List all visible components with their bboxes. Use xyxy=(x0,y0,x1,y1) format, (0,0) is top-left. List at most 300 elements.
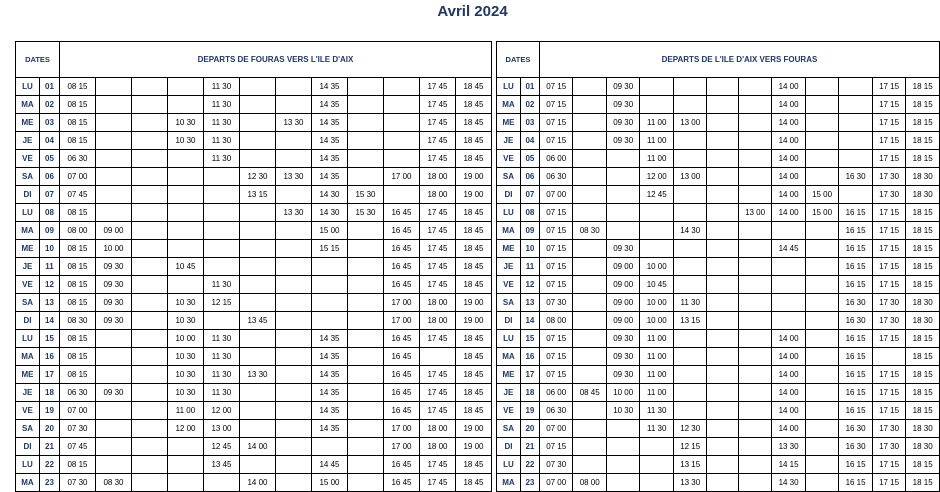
date-number-cell: 10 xyxy=(520,240,539,258)
departure-time-cell: 16 15 xyxy=(839,474,873,492)
departure-time-cell: 18 15 xyxy=(906,240,940,258)
departure-time-cell: 11 00 xyxy=(640,330,674,348)
departure-time-cell xyxy=(168,204,204,222)
departure-time-cell xyxy=(738,240,772,258)
departure-time-cell: 17 15 xyxy=(872,366,906,384)
departure-time-cell xyxy=(204,168,240,186)
departure-time-cell: 09 30 xyxy=(606,240,640,258)
departure-time-cell xyxy=(240,402,276,420)
weekday-cell: MA xyxy=(16,222,40,240)
weekday-cell: LU xyxy=(16,204,40,222)
departure-time-cell xyxy=(240,348,276,366)
table-row xyxy=(16,168,492,186)
weekday-cell: VE xyxy=(16,276,40,294)
departure-time-cell: 07 00 xyxy=(539,186,573,204)
departure-time-cell xyxy=(738,132,772,150)
table-row xyxy=(16,294,492,312)
departure-time-cell xyxy=(573,258,607,276)
date-number-cell: 02 xyxy=(40,96,60,114)
departure-time-cell: 11 30 xyxy=(204,96,240,114)
date-number-cell: 17 xyxy=(520,366,539,384)
table-row xyxy=(16,150,492,168)
departure-time-cell xyxy=(707,294,738,312)
departure-time-cell: 17 45 xyxy=(420,204,456,222)
departure-time-cell xyxy=(606,222,640,240)
departure-time-cell: 14 35 xyxy=(312,348,348,366)
date-number-cell: 13 xyxy=(520,294,539,312)
departure-time-cell: 14 00 xyxy=(772,330,806,348)
weekday-cell: LU xyxy=(497,78,521,96)
table-row xyxy=(497,438,940,456)
departure-time-cell xyxy=(348,150,384,168)
departure-time-cell xyxy=(348,348,384,366)
departure-time-cell xyxy=(738,420,772,438)
departure-time-cell xyxy=(276,96,312,114)
departure-time-cell xyxy=(132,168,168,186)
weekday-cell: JE xyxy=(16,384,40,402)
departure-time-cell xyxy=(348,366,384,384)
departure-time-cell: 18 45 xyxy=(456,150,492,168)
departure-time-cell: 11 00 xyxy=(640,348,674,366)
departure-time-cell xyxy=(96,420,132,438)
departure-time-cell: 18 45 xyxy=(456,330,492,348)
departure-time-cell: 11 00 xyxy=(168,402,204,420)
departure-time-cell: 12 45 xyxy=(640,186,674,204)
departure-time-cell xyxy=(805,222,839,240)
departure-time-cell: 09 00 xyxy=(606,294,640,312)
departure-time-cell: 09 30 xyxy=(606,114,640,132)
departure-time-cell xyxy=(573,132,607,150)
table-row xyxy=(497,258,940,276)
date-number-cell: 20 xyxy=(40,420,60,438)
table-row xyxy=(497,132,940,150)
departure-time-cell: 17 45 xyxy=(420,240,456,258)
departure-time-cell: 16 15 xyxy=(839,402,873,420)
date-number-cell: 18 xyxy=(40,384,60,402)
departure-time-cell xyxy=(573,456,607,474)
departure-time-cell: 18 30 xyxy=(906,312,940,330)
departure-time-cell xyxy=(348,330,384,348)
departure-time-cell xyxy=(772,222,806,240)
departure-time-cell: 13 30 xyxy=(276,168,312,186)
departure-time-cell: 10 00 xyxy=(640,294,674,312)
departure-time-cell: 08 15 xyxy=(60,366,96,384)
departure-time-cell xyxy=(707,330,738,348)
departure-time-cell: 17 00 xyxy=(384,420,420,438)
departure-time-cell xyxy=(673,402,707,420)
date-number-cell: 19 xyxy=(520,402,539,420)
departure-time-cell xyxy=(348,402,384,420)
table-row xyxy=(16,366,492,384)
weekday-cell: JE xyxy=(497,258,521,276)
date-number-cell: 13 xyxy=(40,294,60,312)
weekday-cell: VE xyxy=(16,402,40,420)
departure-time-cell: 18 15 xyxy=(906,114,940,132)
departure-time-cell xyxy=(96,348,132,366)
departure-time-cell xyxy=(573,330,607,348)
departure-time-cell xyxy=(573,276,607,294)
departure-time-cell: 15 30 xyxy=(348,204,384,222)
departure-time-cell xyxy=(348,474,384,492)
table-row xyxy=(497,312,940,330)
departure-time-cell xyxy=(738,96,772,114)
departure-time-cell: 11 30 xyxy=(204,384,240,402)
departure-time-cell: 14 00 xyxy=(772,96,806,114)
departure-time-cell xyxy=(240,384,276,402)
departure-time-cell xyxy=(204,204,240,222)
departure-time-cell: 14 00 xyxy=(772,78,806,96)
departure-time-cell xyxy=(276,348,312,366)
departure-time-cell: 08 15 xyxy=(60,240,96,258)
departure-time-cell: 16 15 xyxy=(839,330,873,348)
date-number-cell: 21 xyxy=(520,438,539,456)
departure-time-cell: 07 15 xyxy=(539,114,573,132)
departure-time-cell xyxy=(738,168,772,186)
departure-time-cell xyxy=(738,78,772,96)
departure-time-cell xyxy=(276,438,312,456)
departure-time-cell xyxy=(772,276,806,294)
departure-time-cell: 09 30 xyxy=(96,384,132,402)
departure-time-cell xyxy=(673,276,707,294)
departure-time-cell: 09 30 xyxy=(606,366,640,384)
departure-time-cell xyxy=(240,276,276,294)
departure-time-cell: 18 15 xyxy=(906,330,940,348)
table-row xyxy=(497,420,940,438)
departure-time-cell xyxy=(312,276,348,294)
departure-time-cell: 12 45 xyxy=(204,438,240,456)
departure-time-cell: 17 15 xyxy=(872,276,906,294)
departure-time-cell xyxy=(132,114,168,132)
departure-time-cell xyxy=(276,294,312,312)
departure-time-cell xyxy=(707,186,738,204)
table-row xyxy=(497,222,940,240)
departure-time-cell: 07 00 xyxy=(539,474,573,492)
departure-time-cell: 13 00 xyxy=(673,114,707,132)
departure-time-cell xyxy=(707,276,738,294)
departure-time-cell: 15 00 xyxy=(312,474,348,492)
departure-time-cell xyxy=(573,420,607,438)
departure-time-cell: 17 15 xyxy=(872,96,906,114)
departure-time-cell: 18 30 xyxy=(906,168,940,186)
departure-time-cell: 09 30 xyxy=(96,312,132,330)
departure-time-cell: 17 30 xyxy=(872,438,906,456)
departure-time-cell xyxy=(276,186,312,204)
departure-time-cell: 18 30 xyxy=(906,186,940,204)
departure-time-cell xyxy=(276,150,312,168)
departure-time-cell: 08 15 xyxy=(60,96,96,114)
departure-time-cell xyxy=(168,168,204,186)
date-number-cell: 21 xyxy=(40,438,60,456)
departure-time-cell xyxy=(132,474,168,492)
departure-time-cell xyxy=(132,294,168,312)
departure-time-cell xyxy=(640,474,674,492)
weekday-cell: LU xyxy=(16,456,40,474)
departure-time-cell xyxy=(606,438,640,456)
table-row xyxy=(16,348,492,366)
departure-time-cell xyxy=(640,222,674,240)
departure-time-cell: 13 00 xyxy=(738,204,772,222)
departure-time-cell xyxy=(132,96,168,114)
departure-time-cell xyxy=(573,204,607,222)
departure-time-cell: 11 30 xyxy=(640,420,674,438)
departure-time-cell: 18 15 xyxy=(906,222,940,240)
departure-time-cell: 09 30 xyxy=(606,78,640,96)
departure-time-cell: 08 00 xyxy=(539,312,573,330)
date-number-cell: 16 xyxy=(40,348,60,366)
departure-time-cell xyxy=(96,168,132,186)
departure-time-cell xyxy=(240,420,276,438)
weekday-cell: SA xyxy=(16,294,40,312)
departure-time-cell: 08 15 xyxy=(60,132,96,150)
departure-time-cell xyxy=(276,366,312,384)
departure-time-cell xyxy=(738,294,772,312)
table-row xyxy=(16,240,492,258)
departure-time-cell: 18 15 xyxy=(906,348,940,366)
departure-time-cell: 18 00 xyxy=(420,168,456,186)
departure-time-cell: 15 00 xyxy=(312,222,348,240)
departure-time-cell: 18 15 xyxy=(906,474,940,492)
departure-time-cell xyxy=(384,150,420,168)
departure-time-cell xyxy=(96,96,132,114)
departure-time-cell xyxy=(348,114,384,132)
departure-time-cell: 16 45 xyxy=(384,474,420,492)
departure-time-cell: 11 00 xyxy=(640,366,674,384)
departure-time-cell: 16 45 xyxy=(384,258,420,276)
departure-time-cell xyxy=(573,96,607,114)
departure-time-cell xyxy=(707,420,738,438)
departure-time-cell: 14 35 xyxy=(312,132,348,150)
date-number-cell: 06 xyxy=(40,168,60,186)
departure-time-cell xyxy=(673,150,707,168)
departure-time-cell: 18 45 xyxy=(456,258,492,276)
departure-time-cell xyxy=(240,456,276,474)
departure-time-cell: 09 00 xyxy=(606,312,640,330)
table-row xyxy=(497,240,940,258)
departure-time-cell: 14 35 xyxy=(312,114,348,132)
date-number-cell: 05 xyxy=(520,150,539,168)
departure-time-cell: 13 30 xyxy=(673,474,707,492)
departure-time-cell: 17 15 xyxy=(872,132,906,150)
departure-time-cell xyxy=(348,132,384,150)
departure-time-cell: 17 45 xyxy=(420,456,456,474)
departure-time-cell xyxy=(348,312,384,330)
departure-time-cell: 17 15 xyxy=(872,78,906,96)
date-number-cell: 01 xyxy=(40,78,60,96)
weekday-cell: DI xyxy=(497,438,521,456)
table-row xyxy=(16,222,492,240)
departure-time-cell xyxy=(805,312,839,330)
departure-time-cell xyxy=(276,330,312,348)
departure-time-cell xyxy=(276,420,312,438)
page-title: Avril 2024 xyxy=(437,3,508,20)
departure-time-cell: 18 00 xyxy=(420,438,456,456)
departure-time-cell: 07 15 xyxy=(539,438,573,456)
departure-time-cell: 18 15 xyxy=(906,96,940,114)
departure-time-cell xyxy=(707,402,738,420)
departure-time-cell: 09 30 xyxy=(96,276,132,294)
departure-time-cell: 17 45 xyxy=(420,384,456,402)
departure-time-cell xyxy=(738,150,772,168)
departure-time-cell xyxy=(132,204,168,222)
departs-header: DEPARTS DE L'ILE D'AIX VERS FOURAS xyxy=(539,42,939,78)
departure-time-cell xyxy=(348,420,384,438)
departure-time-cell xyxy=(573,312,607,330)
departure-time-cell xyxy=(606,420,640,438)
departure-time-cell xyxy=(348,384,384,402)
date-number-cell: 04 xyxy=(520,132,539,150)
departure-time-cell xyxy=(640,96,674,114)
departure-time-cell: 17 15 xyxy=(872,330,906,348)
departure-time-cell: 11 00 xyxy=(640,150,674,168)
departure-time-cell: 18 45 xyxy=(456,222,492,240)
departure-time-cell: 14 15 xyxy=(772,456,806,474)
departure-time-cell: 11 30 xyxy=(204,366,240,384)
weekday-cell: LU xyxy=(497,204,521,222)
departure-time-cell xyxy=(606,456,640,474)
departure-time-cell xyxy=(96,114,132,132)
departure-time-cell: 16 45 xyxy=(384,348,420,366)
weekday-cell: VE xyxy=(497,150,521,168)
departure-time-cell: 06 30 xyxy=(539,402,573,420)
departure-time-cell xyxy=(805,294,839,312)
departure-time-cell xyxy=(673,366,707,384)
departure-time-cell: 17 00 xyxy=(384,168,420,186)
departure-time-cell xyxy=(168,96,204,114)
departure-time-cell: 14 35 xyxy=(312,150,348,168)
departure-time-cell: 16 45 xyxy=(384,204,420,222)
date-number-cell: 20 xyxy=(520,420,539,438)
departure-time-cell xyxy=(204,186,240,204)
departure-time-cell: 19 00 xyxy=(456,312,492,330)
departure-time-cell: 07 15 xyxy=(539,78,573,96)
departure-time-cell xyxy=(348,78,384,96)
departure-time-cell xyxy=(805,474,839,492)
departure-time-cell: 10 45 xyxy=(640,276,674,294)
date-number-cell: 07 xyxy=(40,186,60,204)
departure-time-cell xyxy=(738,312,772,330)
date-number-cell: 07 xyxy=(520,186,539,204)
departure-time-cell: 12 00 xyxy=(168,420,204,438)
departure-time-cell: 07 45 xyxy=(60,186,96,204)
table-row xyxy=(16,186,492,204)
departs-header: DEPARTS DE FOURAS VERS L'ILE D'AIX xyxy=(60,42,492,78)
table-row xyxy=(16,330,492,348)
departure-time-cell xyxy=(673,78,707,96)
departure-time-cell: 17 45 xyxy=(420,366,456,384)
weekday-cell: DI xyxy=(497,186,521,204)
departure-time-cell xyxy=(573,348,607,366)
date-number-cell: 08 xyxy=(520,204,539,222)
departure-time-cell: 14 45 xyxy=(312,456,348,474)
departure-time-cell: 08 15 xyxy=(60,348,96,366)
departure-time-cell xyxy=(707,366,738,384)
weekday-cell: ME xyxy=(497,366,521,384)
departure-time-cell: 09 00 xyxy=(606,258,640,276)
weekday-cell: LU xyxy=(16,78,40,96)
departure-time-cell xyxy=(606,168,640,186)
date-number-cell: 17 xyxy=(40,366,60,384)
departure-time-cell: 13 30 xyxy=(276,114,312,132)
departure-time-cell: 17 45 xyxy=(420,96,456,114)
table-row xyxy=(497,204,940,222)
date-number-cell: 04 xyxy=(40,132,60,150)
departure-time-cell xyxy=(384,96,420,114)
date-number-cell: 05 xyxy=(40,150,60,168)
date-number-cell: 15 xyxy=(520,330,539,348)
departure-time-cell: 16 45 xyxy=(384,330,420,348)
departure-time-cell xyxy=(132,258,168,276)
departure-time-cell: 15 00 xyxy=(805,186,839,204)
departure-time-cell xyxy=(573,114,607,132)
departure-time-cell: 08 15 xyxy=(60,330,96,348)
departure-time-cell xyxy=(707,78,738,96)
departure-time-cell xyxy=(96,438,132,456)
departure-time-cell: 14 00 xyxy=(772,384,806,402)
departure-time-cell: 14 35 xyxy=(312,168,348,186)
weekday-cell: ME xyxy=(16,366,40,384)
departure-time-cell xyxy=(707,96,738,114)
departure-time-cell: 10 30 xyxy=(168,312,204,330)
departure-time-cell xyxy=(312,258,348,276)
departure-time-cell xyxy=(204,240,240,258)
departure-time-cell xyxy=(738,348,772,366)
departure-time-cell: 17 15 xyxy=(872,204,906,222)
departure-time-cell: 10 30 xyxy=(168,114,204,132)
departure-time-cell xyxy=(276,456,312,474)
departure-time-cell xyxy=(738,456,772,474)
departure-time-cell: 12 30 xyxy=(240,168,276,186)
weekday-cell: SA xyxy=(497,168,521,186)
departure-time-cell xyxy=(707,312,738,330)
departure-time-cell: 17 00 xyxy=(384,312,420,330)
departure-time-cell: 16 30 xyxy=(839,294,873,312)
departure-time-cell: 16 15 xyxy=(839,366,873,384)
departure-time-cell xyxy=(640,438,674,456)
departure-time-cell: 17 15 xyxy=(872,402,906,420)
departure-time-cell: 11 30 xyxy=(204,114,240,132)
departure-time-cell: 18 15 xyxy=(906,78,940,96)
departure-time-cell: 07 30 xyxy=(539,294,573,312)
departure-time-cell xyxy=(805,240,839,258)
departure-time-cell: 18 45 xyxy=(456,456,492,474)
departure-time-cell: 16 30 xyxy=(839,168,873,186)
departure-time-cell xyxy=(132,78,168,96)
departure-time-cell: 13 30 xyxy=(276,204,312,222)
departure-time-cell xyxy=(738,186,772,204)
departure-time-cell: 09 30 xyxy=(606,348,640,366)
departure-time-cell xyxy=(132,456,168,474)
departure-time-cell: 06 00 xyxy=(539,150,573,168)
departure-time-cell xyxy=(240,96,276,114)
departure-time-cell: 15 00 xyxy=(805,204,839,222)
departure-time-cell xyxy=(420,348,456,366)
departure-time-cell: 09 00 xyxy=(96,222,132,240)
departure-time-cell: 11 30 xyxy=(204,78,240,96)
departure-time-cell: 16 30 xyxy=(839,312,873,330)
departure-time-cell: 08 30 xyxy=(573,222,607,240)
departure-time-cell xyxy=(738,402,772,420)
departure-time-cell xyxy=(738,114,772,132)
departure-time-cell: 15 30 xyxy=(348,186,384,204)
departure-time-cell: 07 15 xyxy=(539,204,573,222)
departure-time-cell: 11 00 xyxy=(640,384,674,402)
departure-time-cell: 14 30 xyxy=(673,222,707,240)
departure-time-cell: 07 15 xyxy=(539,276,573,294)
departure-time-cell: 08 30 xyxy=(60,312,96,330)
departure-time-cell: 17 00 xyxy=(384,294,420,312)
departure-time-cell: 07 15 xyxy=(539,258,573,276)
departure-time-cell: 16 15 xyxy=(839,456,873,474)
